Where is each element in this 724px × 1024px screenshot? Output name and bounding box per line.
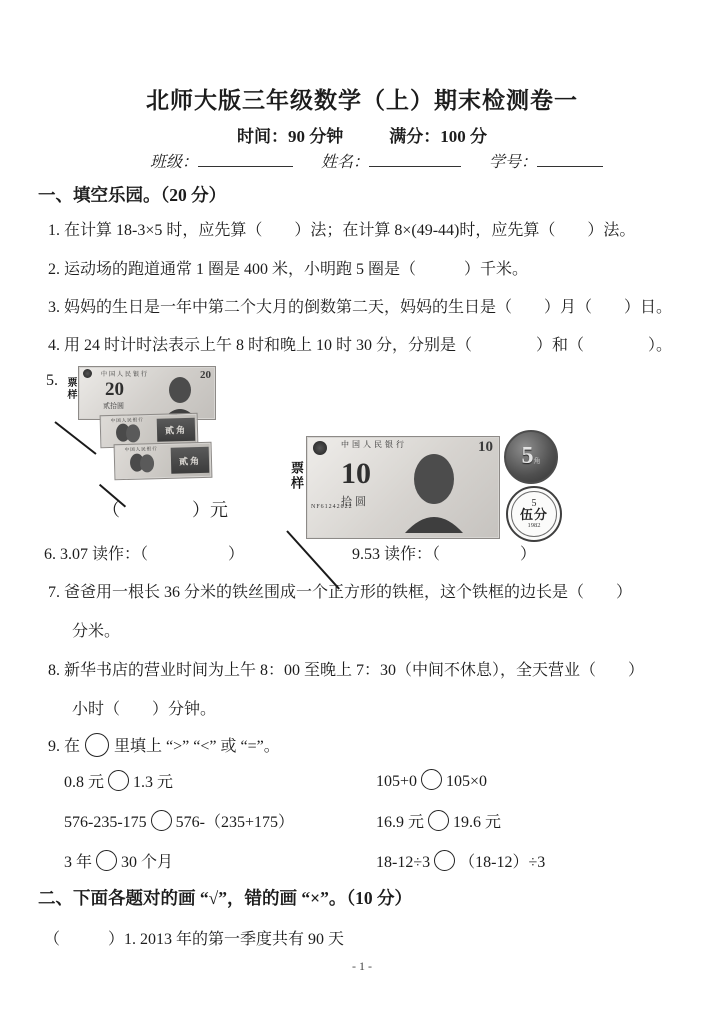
- portrait-icon: [403, 449, 465, 533]
- comparison-item: [64, 769, 173, 792]
- cancel-line: [54, 421, 96, 455]
- comparison-item: [64, 849, 173, 872]
- coin-year: 1982: [527, 522, 541, 529]
- page-number: - 1 -: [352, 959, 372, 973]
- comparison-item: [376, 769, 487, 791]
- banknote-corner-value: 10: [478, 439, 493, 455]
- question-8-line2: 小时（ ）分钟。: [72, 701, 217, 718]
- specimen-stamp: 票样: [65, 377, 76, 401]
- question-5-number: 5.: [46, 372, 58, 389]
- compare-right: 30 个月: [121, 854, 174, 871]
- student-id-field: [489, 149, 603, 172]
- question-6-left: 6. 3.07 读作：（ ）: [44, 546, 245, 563]
- banknote-value: 10: [341, 457, 371, 490]
- question-4: 4. 用 24 时计时法表示上午 8 时和晚上 10 时 30 分，分别是（ ）和（ ）。: [48, 337, 673, 354]
- question-9-prefix: 9. 在: [48, 738, 81, 755]
- compare-right: 576-（235+175）: [175, 814, 295, 831]
- full-score: 满分：100 分: [389, 127, 487, 146]
- portraits-icon: [113, 422, 144, 445]
- compare-circle-icon: [434, 850, 455, 871]
- coin-number: 5: [531, 498, 537, 509]
- compare-left: 0.8 元: [64, 774, 105, 791]
- comparison-item: [64, 809, 294, 832]
- coin-unit: 角: [533, 457, 541, 465]
- portrait-icon: [163, 375, 197, 417]
- question-2: 2. 运动场的跑道通常 1 圈是 400 米，小明跑 5 圈是（ ）千米。: [48, 261, 529, 278]
- comparison-item: [376, 849, 545, 872]
- section1-heading: 一、填空乐园。（20 分）: [38, 185, 227, 205]
- coin-value-cn: 伍分: [519, 507, 548, 522]
- coin-number: 5: [521, 443, 534, 469]
- true-false-item-1: （ ）1. 2013 年的第一季度共有 90 天: [44, 931, 345, 948]
- banknote-value-cn: 贰角: [171, 447, 210, 474]
- question-9-heading: [48, 733, 280, 757]
- compare-circle-icon: [428, 810, 449, 831]
- coin-5-fen: [506, 486, 562, 542]
- banknote-bank-name: 中国人民银行: [101, 372, 150, 378]
- banknote-10-yuan: [289, 436, 500, 539]
- compare-circle-icon: [108, 770, 129, 791]
- banknote-bank-name: 中国人民银行: [124, 446, 158, 452]
- student-id-blank: [537, 150, 603, 167]
- question-3: 3. 妈妈的生日是一年中第二个大月的倒数第二天，妈妈的生日是（ ）月（ ）日。: [48, 299, 673, 316]
- compare-circle-icon: [85, 733, 109, 757]
- section2-heading: 二、下面各题对的画 “√”，错的画 “×”。（10 分）: [38, 888, 412, 908]
- banknote-bank-name: 中国人民银行: [341, 440, 407, 449]
- exam-meta: [0, 122, 724, 147]
- class-label: 班级：: [150, 154, 199, 171]
- banknote-value: 20: [105, 379, 124, 400]
- specimen-stamp: 票样: [289, 461, 304, 491]
- question-1: 1. 在计算 18-3×5 时，应先算（ ）法；在计算 8×(49-44)时，应先算（ ）法。: [48, 222, 636, 239]
- coin-value: [521, 443, 541, 469]
- compare-circle-icon: [96, 850, 117, 871]
- name-field: [321, 149, 461, 172]
- question-9-suffix: 里填上 “>” “<” 或 “=”。: [114, 738, 280, 755]
- question-5: [40, 362, 690, 562]
- student-id-label: 学号：: [489, 154, 538, 171]
- question-6-right: 9.53 读作：（ ）: [352, 546, 537, 563]
- compare-right: 105×0: [446, 773, 488, 790]
- banknote-value-cn: 贰拾圆: [103, 402, 124, 410]
- name-label: 姓名：: [321, 154, 370, 171]
- banknote-2-jiao: [114, 442, 213, 481]
- national-emblem-icon: [313, 441, 327, 455]
- time-limit: 时间：90 分钟: [237, 127, 344, 146]
- question-8-line1: 8. 新华书店的营业时间为上午 8：00 至晚上 7：30（中间不休息），全天营业（ ）: [48, 662, 645, 679]
- question-7-line1: 7. 爸爸用一根长 36 分米的铁丝围成一个正方形的铁框，这个铁框的边长是（ ）: [48, 584, 633, 601]
- banknote-corner-value: 20: [200, 369, 211, 381]
- national-emblem-icon: [83, 369, 92, 378]
- compare-left: 105+0: [376, 773, 418, 790]
- page-title: 北师大版三年级数学（上）期末检测卷一: [146, 88, 578, 113]
- compare-left: 576-235-175: [64, 814, 147, 831]
- banknote-value-cn: 贰角: [157, 418, 196, 442]
- coin-inner-ring: [511, 491, 557, 537]
- question-5-answer-blank: （ ）元: [102, 500, 228, 520]
- student-info-line: [150, 149, 603, 172]
- compare-right: 1.3 元: [133, 774, 174, 791]
- compare-right: 19.6 元: [453, 814, 502, 831]
- name-blank: [369, 150, 461, 167]
- class-field: [150, 149, 293, 172]
- compare-left: 3 年: [64, 854, 93, 871]
- banknote-bank-name: 中国人民银行: [110, 417, 144, 423]
- banknote-serial: NF61242022: [311, 504, 353, 510]
- portraits-icon: [127, 452, 158, 475]
- compare-right: （18-12）÷3: [459, 854, 546, 871]
- compare-left: 18-12÷3: [376, 854, 431, 871]
- coin-5-jiao: [504, 430, 558, 484]
- class-blank: [198, 150, 293, 167]
- compare-left: 16.9 元: [376, 814, 425, 831]
- comparison-item: [376, 809, 501, 832]
- compare-circle-icon: [151, 810, 172, 831]
- compare-circle-icon: [421, 769, 442, 790]
- banknote-value-cn: 拾圆: [341, 496, 369, 508]
- question-7-line2: 分米。: [72, 623, 121, 640]
